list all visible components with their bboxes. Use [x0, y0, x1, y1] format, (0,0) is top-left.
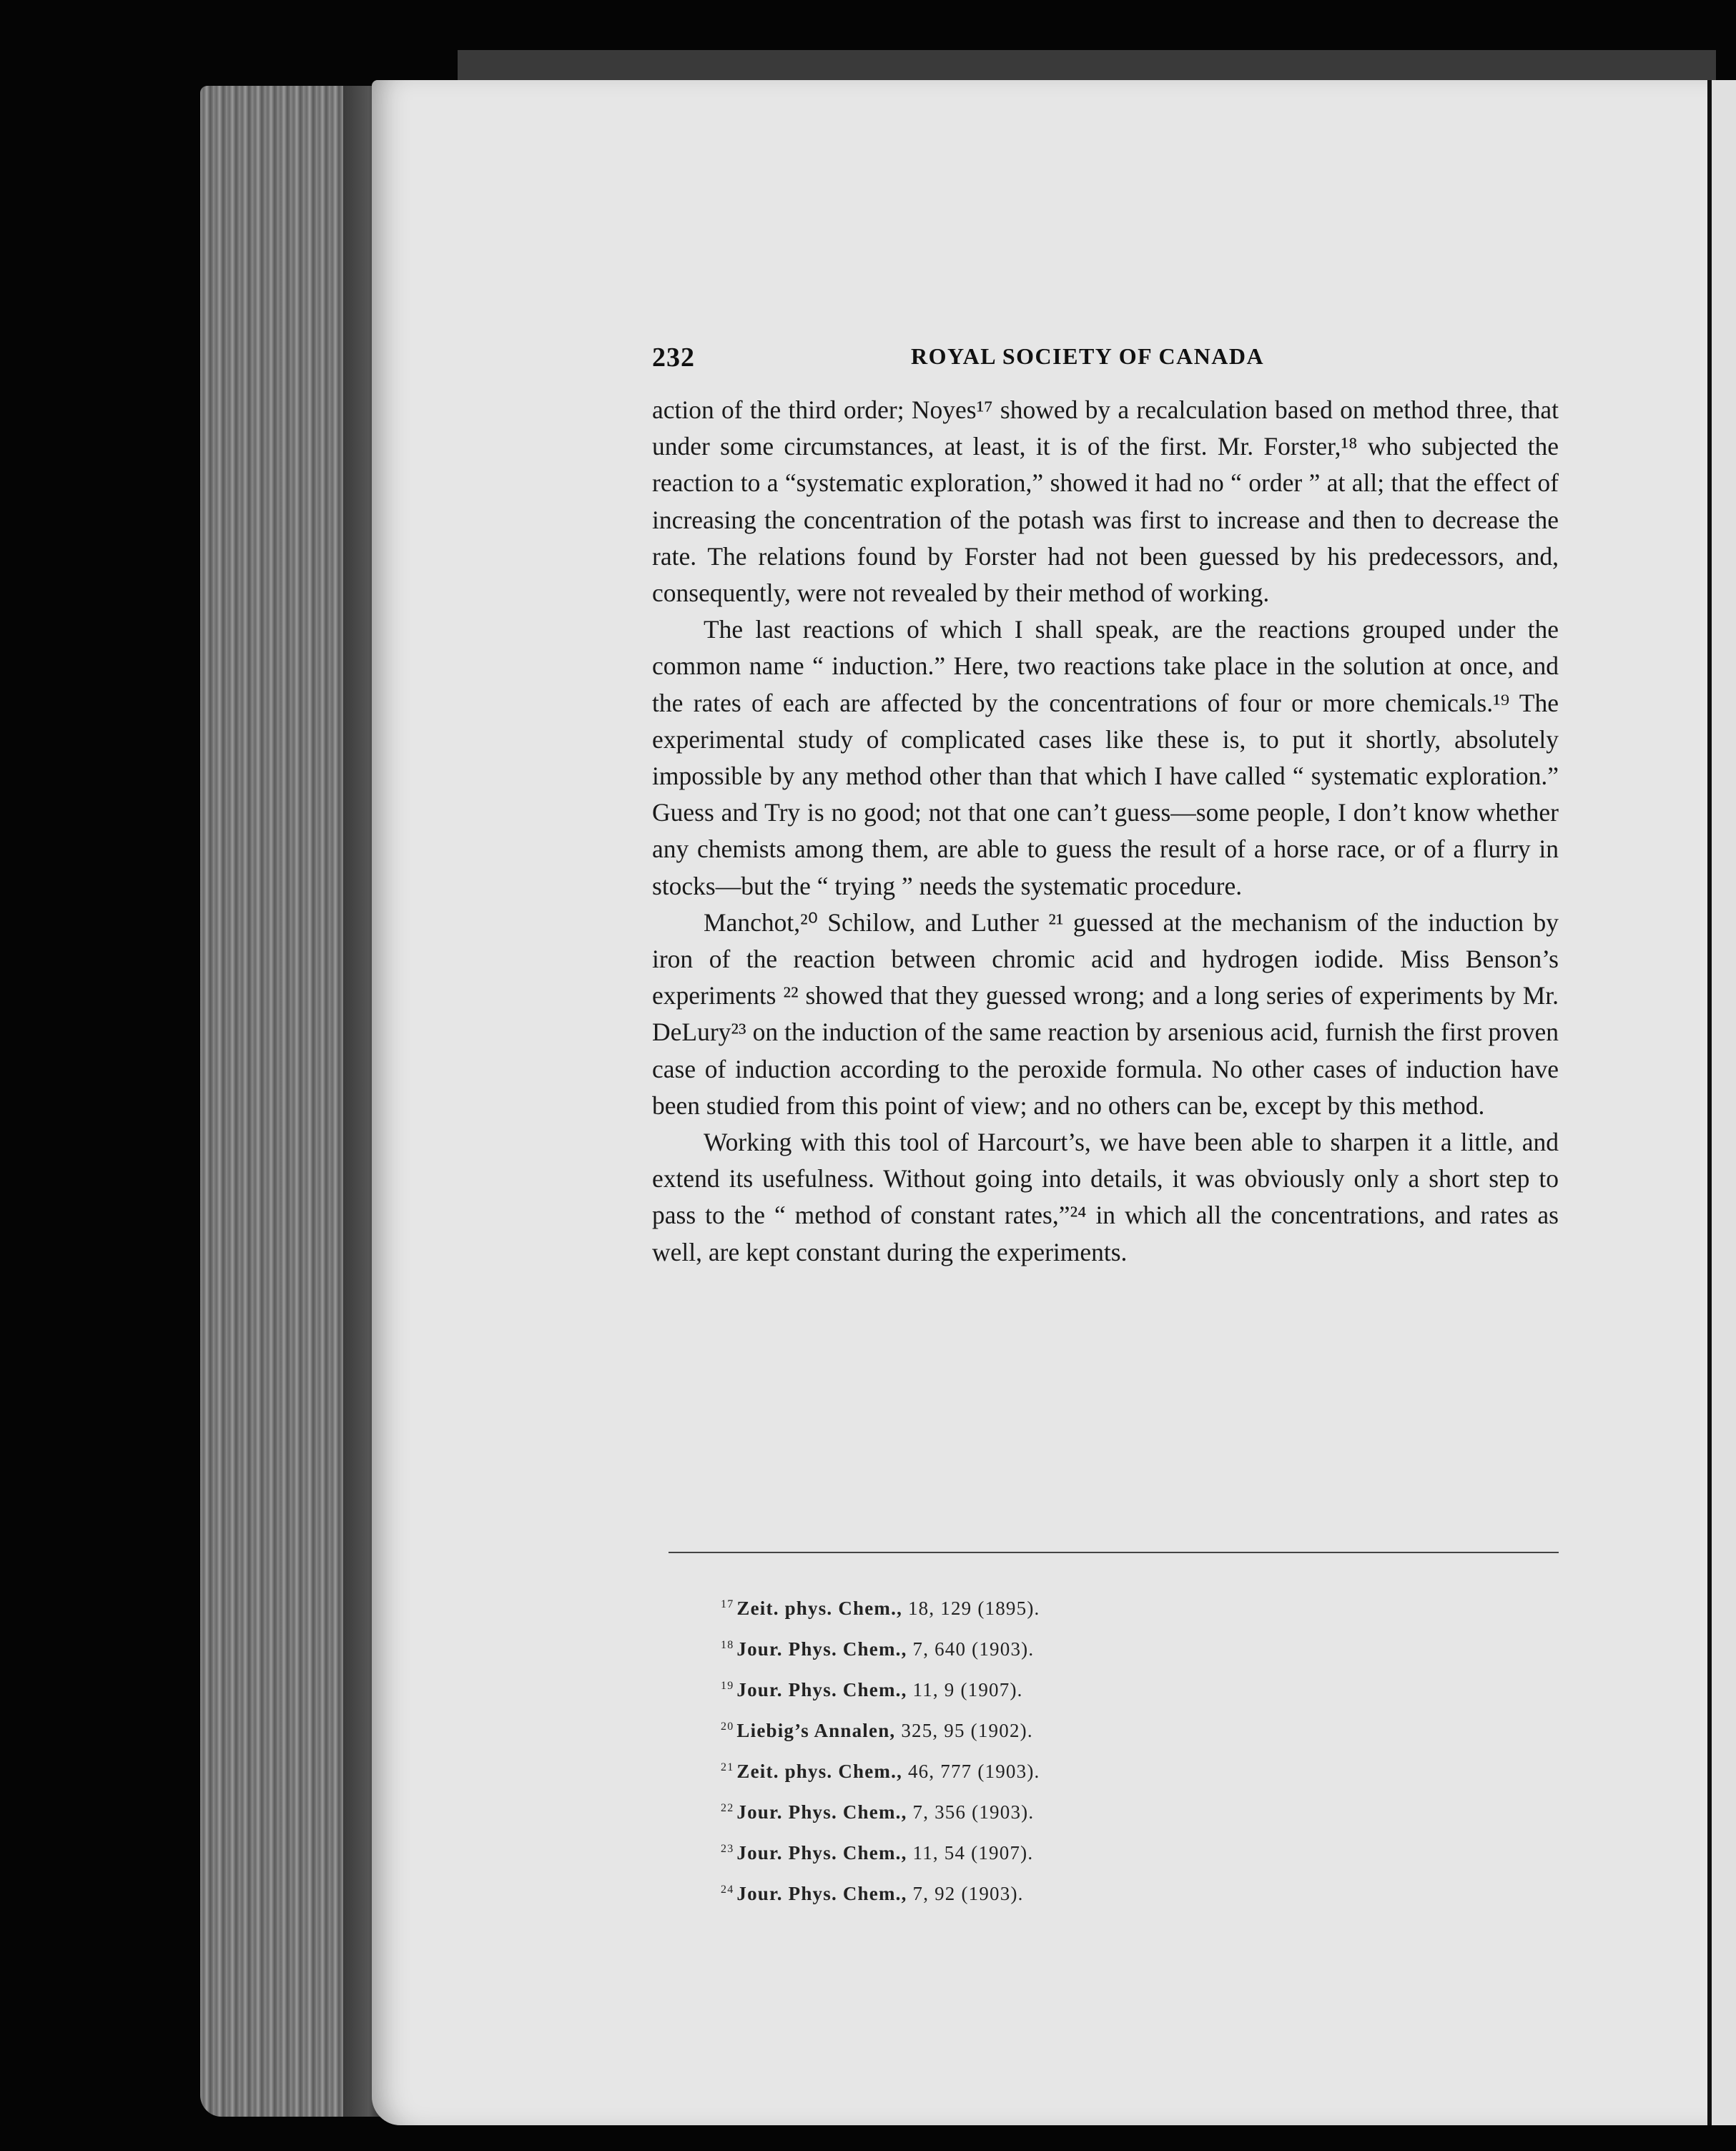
footnote	[721, 1586, 1364, 1627]
footnote-source: Jour. Phys. Chem.,	[736, 1679, 907, 1700]
footnote-source: Jour. Phys. Chem.,	[736, 1883, 907, 1904]
footnote-mark: 23	[721, 1843, 734, 1855]
running-head: ROYAL SOCIETY OF CANADA	[911, 343, 1265, 369]
footnote-mark: 20	[721, 1721, 734, 1733]
footnote-mark: 24	[721, 1884, 734, 1896]
footnote-ref: 7, 92 (1903).	[912, 1883, 1024, 1904]
footnote-ref: 11, 9 (1907).	[912, 1679, 1023, 1700]
footnote-source: Jour. Phys. Chem.,	[736, 1638, 907, 1660]
footnote-ref: 7, 356 (1903).	[912, 1801, 1035, 1823]
footnote-source: Liebig’s Annalen,	[736, 1720, 896, 1741]
paragraph-3: Manchot,²⁰ Schilow, and Luther ²¹ guessed at the mechanism of the induction by iron of the reaction between chromic acid and hydrogen iodide. Miss Benson’s experiments ²² showed that they guessed wrong; and a long series of experiments by Mr. DeLury²³ on the induction of the same reaction by arsenious acid, furnish the first proven case of induction according to the peroxide formula. No other cases of induction have been studied from this point of view; and no others can be, except by this method.	[652, 907, 1559, 1120]
page-header	[652, 342, 1559, 378]
paragraph-4: Working with this tool of Harcourt’s, we have been able to sharpen it a little, and extend its usefulness. Without going into details, it was obviously only a short step to pass to the “ method of constant rates,”²⁴ in which all the concentrations, and rates as well, are kept constant during the experiments.	[652, 1128, 1559, 1266]
footnote-source: Jour. Phys. Chem.,	[736, 1801, 907, 1823]
page-number: 232	[652, 343, 695, 373]
footnote-ref: 18, 129 (1895).	[907, 1598, 1040, 1619]
footnote-ref: 46, 777 (1903).	[907, 1761, 1040, 1782]
footnote-mark: 17	[721, 1598, 734, 1610]
footnote-mark: 18	[721, 1639, 734, 1651]
footnote	[721, 1708, 1364, 1749]
footnote-source: Jour. Phys. Chem.,	[736, 1842, 907, 1864]
footnote-divider	[669, 1552, 1559, 1553]
footnote-mark: 19	[721, 1680, 734, 1692]
footnote-ref: 11, 54 (1907).	[912, 1842, 1034, 1864]
footnote-ref: 7, 640 (1903).	[912, 1638, 1035, 1660]
book-page-edges	[200, 86, 386, 2117]
footnote	[721, 1668, 1364, 1708]
footnote	[721, 1627, 1364, 1668]
footnotes	[721, 1586, 1364, 1912]
paragraph-2: The last reactions of which I shall speak, are the reactions grouped under the common name “ induction.” Here, two reactions take place in the solution at once, and the rates of each are affected by the concentrations of four or more chemicals.¹⁹ The experimental study of complicated cases like these is, to put it shortly, absolutely impossible by any method other than that which I have called “ systematic exploration.” Guess and Try is no good; not that one can’t guess—some people, I don’t know whether any chemists among them, are able to guess the result of a horse race, or of a flurry in stocks—but the “ trying ” needs the systematic procedure.	[652, 615, 1559, 900]
paragraph-1: action of the third order; Noyes¹⁷ showed by a recalculation based on method three, that under some circumstances, at least, it is of the first. Mr. Forster,¹⁸ who subjected the reaction to a “systematic exploration,” showed it had no “ order ” at all; that the effect of increasing the concentration of the potash was first to increase and then to decrease the rate. The relations found by Forster had not been guessed by his predecessors, and, consequently, were not revealed by their method of working.	[652, 395, 1559, 608]
footnote-ref: 325, 95 (1902).	[901, 1720, 1033, 1741]
footnote-mark: 22	[721, 1802, 734, 1814]
footnote-source: Zeit. phys. Chem.,	[736, 1761, 903, 1782]
facing-page-edge	[1707, 80, 1736, 2125]
footnote	[721, 1790, 1364, 1831]
footnote	[721, 1871, 1364, 1912]
body-text	[652, 392, 1559, 1271]
footnote	[721, 1749, 1364, 1790]
footnote-source: Zeit. phys. Chem.,	[736, 1598, 903, 1619]
footnote	[721, 1831, 1364, 1871]
footnote-mark: 21	[721, 1761, 734, 1773]
